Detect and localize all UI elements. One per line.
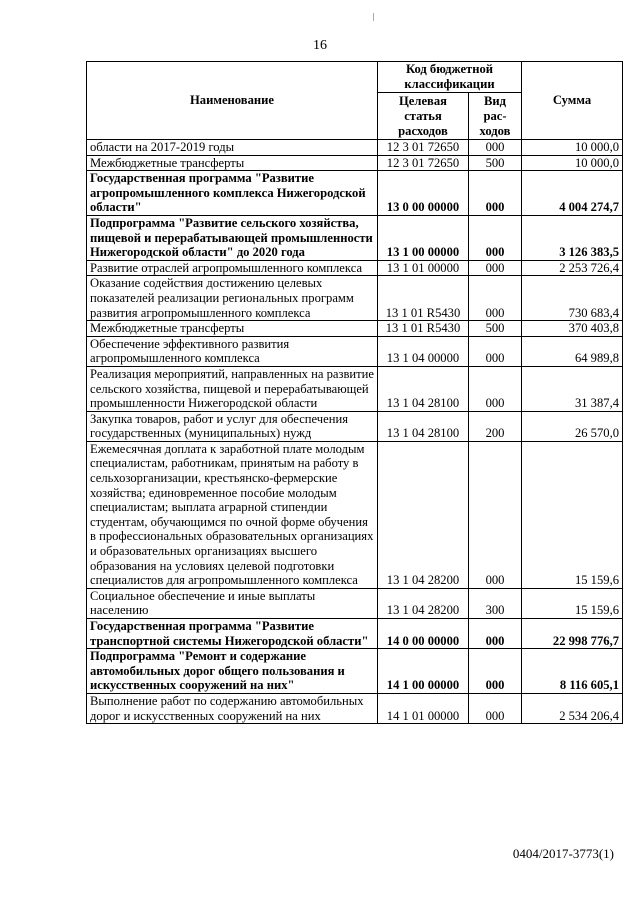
table-row [87,155,623,171]
row-type-cell: 000 [469,140,522,156]
row-code-cell: 12 3 01 72650 [378,155,469,171]
table-row [87,366,623,411]
row-code-cell: 13 1 01 00000 [378,260,469,276]
row-code-cell: 14 1 01 00000 [378,693,469,723]
row-sum-cell: 8 116 605,1 [522,649,623,694]
row-sum-cell: 4 004 274,7 [522,171,623,216]
header-sum: Сумма [522,62,623,140]
row-type-cell: 000 [469,619,522,649]
row-sum-cell: 2 253 726,4 [522,260,623,276]
row-code-cell: 13 0 00 00000 [378,171,469,216]
table-row [87,619,623,649]
table-row [87,215,623,260]
row-name-cell: Государственная программа "Развитие транспортной системы Нижегородской области" [87,619,378,649]
row-name-cell: Социальное обеспечение и иные выплаты населению [87,588,378,618]
row-sum-cell: 64 989,8 [522,336,623,366]
row-sum-cell: 730 683,4 [522,276,623,321]
table-row [87,441,623,588]
row-name-cell: Развитие отраслей агропромышленного комплекса [87,260,378,276]
row-type-cell: 300 [469,588,522,618]
table-header [87,62,623,140]
page-number: 16 [313,38,327,53]
budget-table [86,61,623,724]
row-type-cell: 000 [469,649,522,694]
table-row [87,649,623,694]
table-body [87,140,623,724]
row-sum-cell: 3 126 383,5 [522,215,623,260]
row-name-cell: Ежемесячная доплата к заработной плате молодым специалистам, работникам, принятым на работу в сельхозорганизации, крестьянско-фермерские хозяйства; единовременное пособие молодым специалистам; выплата аграрной стипендии студентам, обучающимся по очной форме обучения в профессиональных образовательных организациях и образовательных организациях высшего образования на условиях целевой подготовки специалистов для агропромышленного комплекса [87,441,378,588]
row-sum-cell: 15 159,6 [522,588,623,618]
row-sum-cell: 26 570,0 [522,411,623,441]
row-name-cell: Реализация мероприятий, направленных на развитие сельского хозяйства, пищевой и перерабатывающей промышленности Нижегородской области [87,366,378,411]
header-type: Вид рас-ходов [469,93,522,140]
row-type-cell: 000 [469,366,522,411]
row-name-cell: Обеспечение эффективного развития агропромышленного комплекса [87,336,378,366]
row-name-cell: Выполнение работ по содержанию автомобильных дорог и искусственных сооружений на них [87,693,378,723]
table-row [87,260,623,276]
row-type-cell: 000 [469,260,522,276]
table-row [87,693,623,723]
row-code-cell: 13 1 01 R5430 [378,276,469,321]
row-type-cell: 200 [469,411,522,441]
table-row [87,171,623,216]
document-number: 0404/2017-3773(1) [512,846,614,861]
row-name-cell: Межбюджетные трансферты [87,321,378,337]
table-row [87,411,623,441]
table-row [87,588,623,618]
row-code-cell: 12 3 01 72650 [378,140,469,156]
row-sum-cell: 370 403,8 [522,321,623,337]
row-code-cell: 13 1 04 28100 [378,411,469,441]
header-name: Наименование [87,62,378,140]
row-type-cell: 000 [469,693,522,723]
row-code-cell: 13 1 04 28100 [378,366,469,411]
row-type-cell: 000 [469,215,522,260]
row-name-cell: Подпрограмма "Ремонт и содержание автомобильных дорог общего пользования и искусственных сооружений на них" [87,649,378,694]
table-row [87,321,623,337]
row-name-cell: Государственная программа "Развитие агропромышленного комплекса Нижегородской области" [87,171,378,216]
table-row [87,276,623,321]
row-sum-cell: 22 998 776,7 [522,619,623,649]
row-code-cell: 14 0 00 00000 [378,619,469,649]
row-code-cell: 13 1 01 R5430 [378,321,469,337]
header-target: Целевая статья расходов [378,93,469,140]
row-name-cell: Подпрограмма "Развитие сельского хозяйства, пищевой и перерабатывающей промышленности Нижегородской области" до 2020 года [87,215,378,260]
row-name-cell: Оказание содействия достижению целевых показателей реализации региональных программ развития агропромышленного комплекса [87,276,378,321]
row-type-cell: 000 [469,171,522,216]
row-sum-cell: 15 159,6 [522,441,623,588]
row-type-cell: 000 [469,336,522,366]
row-code-cell: 13 1 04 00000 [378,336,469,366]
table-row [87,140,623,156]
row-code-cell: 13 1 04 28200 [378,441,469,588]
row-code-cell: 14 1 00 00000 [378,649,469,694]
header-code-group: Код бюджетной классификации [378,62,522,93]
row-code-cell: 13 1 00 00000 [378,215,469,260]
row-type-cell: 500 [469,155,522,171]
scan-mark [373,13,374,21]
row-name-cell: области на 2017-2019 годы [87,140,378,156]
row-type-cell: 500 [469,321,522,337]
row-type-cell: 000 [469,441,522,588]
row-type-cell: 000 [469,276,522,321]
row-sum-cell: 2 534 206,4 [522,693,623,723]
row-sum-cell: 31 387,4 [522,366,623,411]
row-sum-cell: 10 000,0 [522,155,623,171]
row-name-cell: Межбюджетные трансферты [87,155,378,171]
table-row [87,336,623,366]
row-code-cell: 13 1 04 28200 [378,588,469,618]
row-sum-cell: 10 000,0 [522,140,623,156]
row-name-cell: Закупка товаров, работ и услуг для обеспечения государственных (муниципальных) нужд [87,411,378,441]
